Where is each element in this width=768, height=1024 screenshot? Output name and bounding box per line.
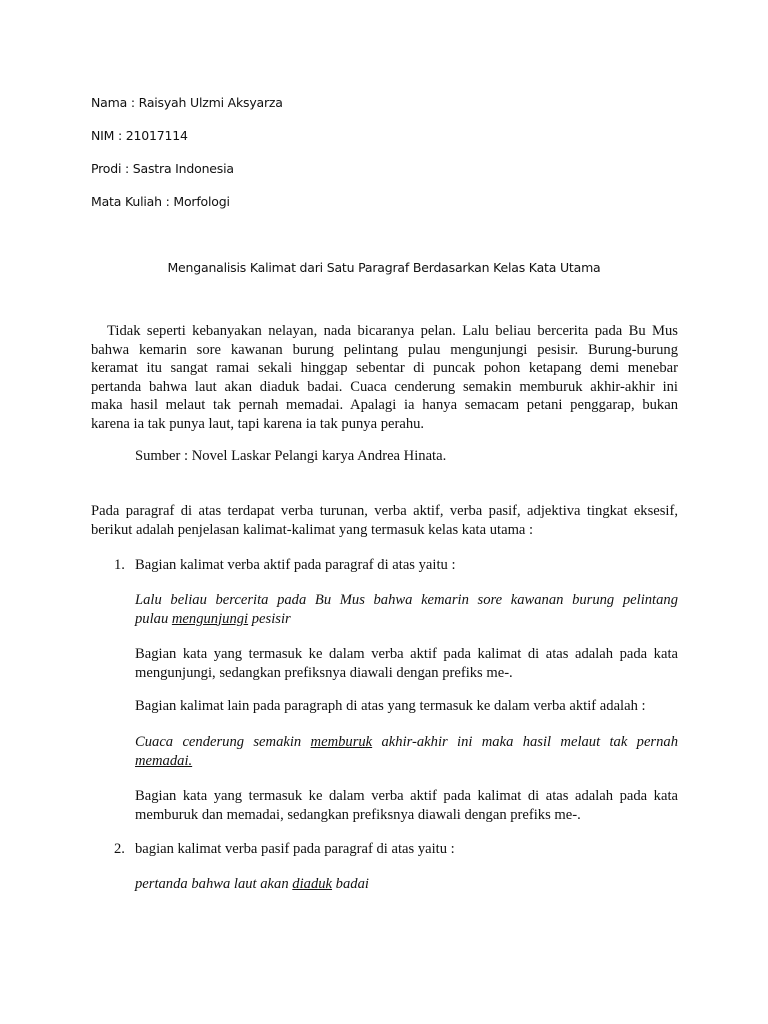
study-program: Prodi : Sastra Indonesia [91,161,234,176]
paragraph-line: Tidak seperti kebanyakan nelayan, nada bicaranya pelan. Lalu beliau bercerita pada Bu Mus [107,323,678,339]
paragraph-line: maka hasil melaut tak pernah memadai. Apalagi ia hanya semacam petani penggarap, bukan [91,397,678,414]
quote-line [135,733,678,752]
intro-paragraph [91,502,678,539]
item2-quote [135,875,369,894]
source-citation: Sumber : Novel Laskar Pelangi karya Andrea Hinata. [135,448,447,464]
underlined-verb: diaduk [292,876,333,892]
quote-text: pertanda bahwa laut akan [135,876,293,892]
explanation-line: memburuk dan memadai, sedangkan prefiksnya diawali dengan prefiks me-. [135,806,581,823]
course-name: Mata Kuliah : Morfologi [91,194,230,209]
item1-heading: Bagian kalimat verba aktif pada paragraf di atas yaitu : [135,557,456,573]
underlined-verb: memburuk [310,734,373,750]
document-title: Menganalisis Kalimat dari Satu Paragraf Berdasarkan Kelas Kata Utama [167,260,601,275]
item1-quote1 [135,591,678,628]
quote-line: Lalu beliau bercerita pada Bu Mus bahwa kemarin sore kawanan burung pelintang [135,592,678,608]
item1-quote2 [135,733,678,770]
quote-line [135,752,678,771]
student-nim: NIM : 21017114 [91,128,188,143]
list-number-2: 2. [114,841,125,857]
underlined-verb: memadai. [135,752,193,769]
intro-line: Pada paragraf di atas terdapat verba turunan, verba aktif, verba pasif, adjektiva tingkat eksesif, [91,503,678,519]
item2-heading: bagian kalimat verba pasif pada paragraf di atas yaitu : [135,841,455,857]
paragraph-line: bahwa kemarin sore kawanan burung pelintang pulau mengunjungi pesisir. Burung-burung [91,341,678,358]
quote-text: badai [332,876,369,892]
item1-other-heading: Bagian kalimat lain pada paragraph di atas yang termasuk ke dalam verba aktif adalah : [135,698,646,714]
paragraph-line: pertanda bahwa laut akan diaduk badai. Cuaca cenderung semakin memburuk akhir-akhir ini [91,378,678,395]
item1-explanation2 [135,787,678,824]
underlined-verb: mengunjungi [171,610,249,627]
student-name: Nama : Raisyah Ulzmi Aksyarza [91,95,283,110]
quote-text: pulau [135,610,172,627]
list-number-1: 1. [114,557,125,573]
source-paragraph [91,322,678,434]
intro-line: berikut adalah penjelasan kalimat-kalimat yang termasuk kelas kata utama : [91,521,534,538]
explanation-line: Bagian kata yang termasuk ke dalam verba aktif pada kalimat di atas adalah pada kata [135,646,678,662]
explanation-line: mengunjungi, sedangkan prefiksnya diawali dengan prefiks me-. [135,664,513,681]
quote-text: Cuaca cenderung semakin [135,734,311,750]
paragraph-line: karena ia tak punya laut, tapi karena ia tak punya perahu. [91,415,425,432]
explanation-line: Bagian kata yang termasuk ke dalam verba aktif pada kalimat di atas adalah pada kata [135,788,678,804]
quote-text: akhir-akhir ini maka hasil melaut tak pernah [372,734,678,750]
quote-line [135,610,678,629]
item1-explanation1 [135,645,678,682]
quote-text: pesisir [248,610,291,627]
paragraph-line: keramat itu sangat ramai sekali hinggap sebentar di puncak pohon ketapang demi menebar [91,360,678,377]
